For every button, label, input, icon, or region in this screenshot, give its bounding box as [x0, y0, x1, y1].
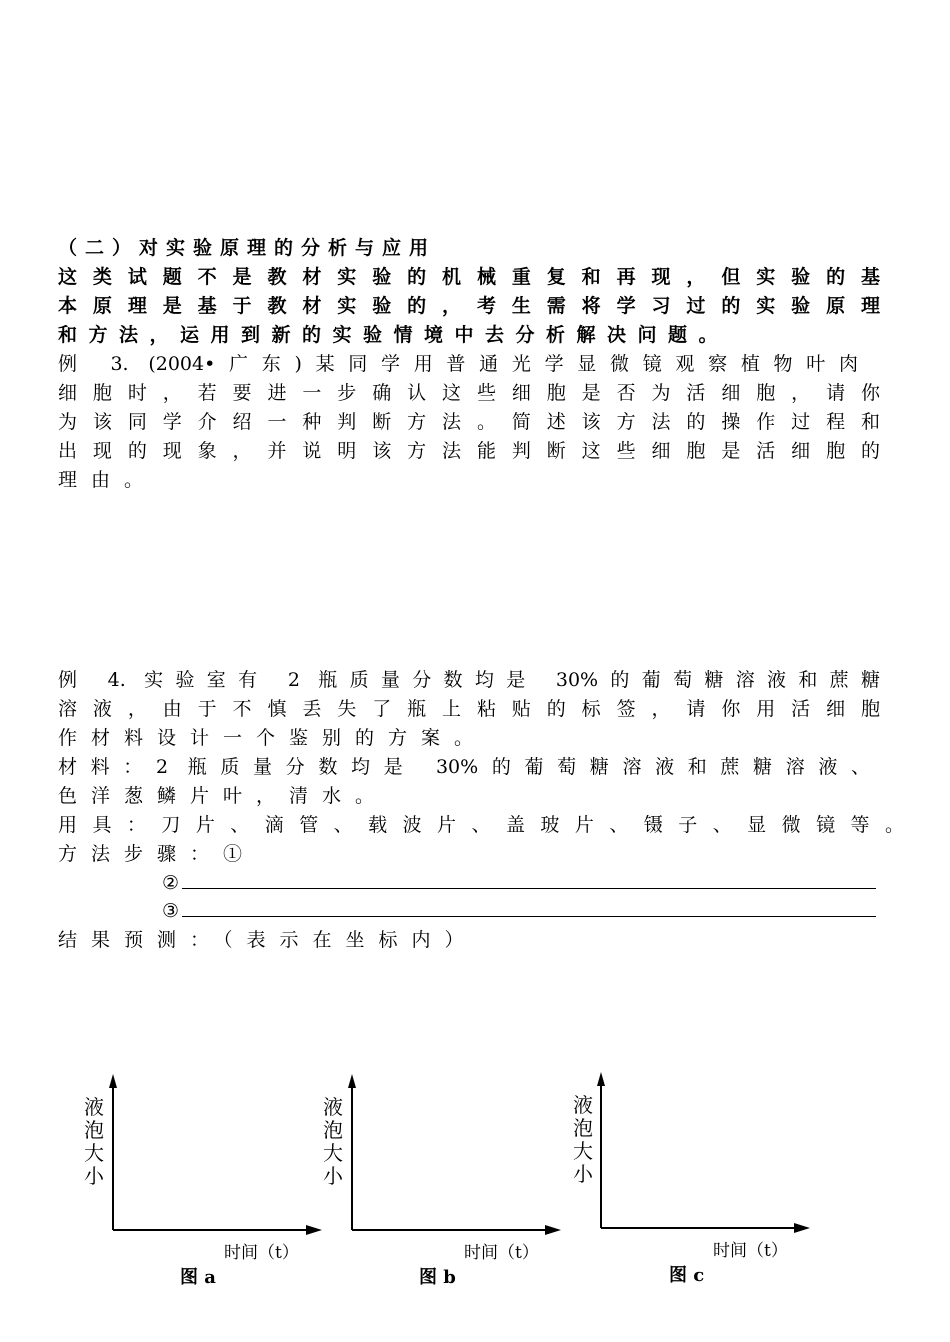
graph-a-ylabel-2: 泡 [84, 1118, 104, 1142]
example4-line-2: 溶液，由于不慎丢失了瓶上粘贴的标签，请你用活细胞 [58, 698, 880, 720]
intro-line-3: 和方法，运用到新的实验情境中去分析解决问题。 [58, 324, 730, 346]
graph-c-xlabel: 时间（t） [713, 1241, 788, 1261]
graph-a-axes [109, 1074, 322, 1235]
example3-line-4: 出现的现象，并说明该方法能判断这些细胞是活细胞的 [58, 440, 880, 462]
graph-b-x-arrow [545, 1225, 561, 1235]
graph-a-caption: 图 a [180, 1267, 216, 1288]
graph-a-y-arrow [109, 1074, 117, 1088]
graph-c-y-arrow [597, 1072, 605, 1086]
graph-b-ylabel-3: 大 [323, 1141, 343, 1165]
graph-b-y-arrow [348, 1074, 356, 1088]
graph-c-ylabel-1: 液 [573, 1093, 593, 1117]
example3-line-3: 为该同学介绍一种判断方法。简述该方法的操作过程和 [58, 411, 880, 433]
example3-line-2: 细胞时，若要进一步确认这些细胞是否为活细胞，请你 [58, 382, 880, 404]
example4-line-5: 色洋葱鳞片叶，清水。 [58, 785, 389, 807]
graph-b-ylabel-2: 泡 [323, 1118, 343, 1142]
step-2-marker: ② [162, 872, 180, 894]
steps-label: 方法步骤：① [58, 843, 257, 865]
graph-c-caption: 图 c [669, 1265, 705, 1286]
graph-c-axes [597, 1072, 810, 1233]
graph-a-ylabel-3: 大 [84, 1141, 104, 1165]
graph-b-xlabel: 时间（t） [464, 1243, 539, 1263]
graph-c-ylabel-2: 泡 [573, 1116, 593, 1140]
graph-b-ylabel-1: 液 [323, 1095, 343, 1119]
graph-b-caption: 图 b [419, 1267, 456, 1288]
graph-b-ylabel-4: 小 [323, 1164, 343, 1188]
graph-c-ylabel-4: 小 [573, 1162, 593, 1186]
result-prediction: 结果预测：（表示在坐标内） [58, 929, 478, 951]
example4-line-3: 作材料设计一个鉴别的方案。 [58, 727, 488, 749]
graph-a-ylabel-4: 小 [84, 1164, 104, 1188]
graph-b-axes [348, 1074, 561, 1235]
graph-c-x-arrow [794, 1223, 810, 1233]
graph-a-xlabel: 时间（t） [224, 1243, 299, 1263]
graph-a-x-arrow [306, 1225, 322, 1235]
example3-line-5: 理由。 [58, 469, 158, 491]
example4-materials: 材料：2 瓶质量分数均是 30%的葡萄糖溶液和蔗糖溶液、 [58, 756, 870, 778]
example3-line-1: 例 3. (2004•广东)某同学用普通光学显微镜观察植物叶肉 [58, 353, 858, 375]
example4-line-1: 例 4. 实验室有 2 瓶质量分数均是 30%的葡萄糖溶液和蔗糖 [58, 669, 880, 691]
intro-line-2: 本原理是基于教材实验的，考生需将学习过的实验原理 [58, 295, 880, 317]
graph-c-ylabel-3: 大 [573, 1139, 593, 1163]
graph-a-ylabel-1: 液 [84, 1095, 104, 1119]
section-heading: （二）对实验原理的分析与应用 [58, 237, 437, 259]
example4-tools: 用具：刀片、滴管、载波片、盖玻片、镊子、显微镜等。 [58, 814, 904, 836]
step-3-marker: ③ [162, 900, 180, 922]
intro-line-1: 这类试题不是教材实验的机械重复和再现，但实验的基 [58, 266, 880, 288]
